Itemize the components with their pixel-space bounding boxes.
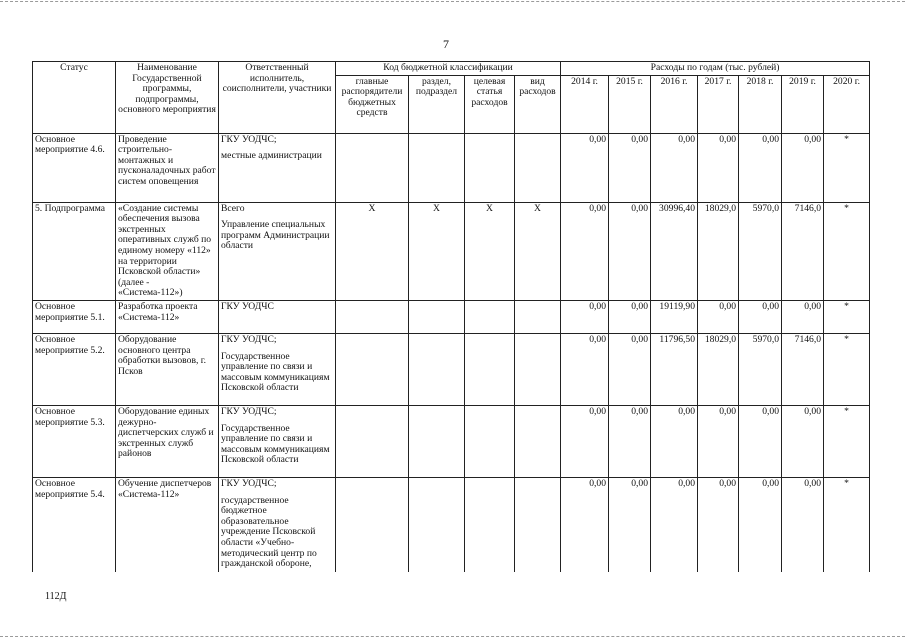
row-value-cell: 5970,0	[739, 202, 782, 300]
row-value-cell: *	[824, 477, 870, 572]
header-code-type: вид расходов	[515, 75, 561, 133]
row-value-cell: 18029,0	[698, 202, 739, 300]
row-code-cell	[465, 405, 515, 477]
row-value-cell: 0,00	[739, 477, 782, 572]
executor-line: ГКУ УОДЧС;	[221, 333, 277, 345]
row-name: Проведение строительно-монтажных и пусконаладочных работ систем оповещения	[116, 133, 219, 202]
table-row	[33, 133, 870, 202]
row-code-cell	[515, 133, 561, 202]
row-code-cell	[515, 477, 561, 572]
header-year-2016: 2016 г.	[651, 75, 698, 133]
row-executor	[219, 300, 336, 333]
header-year-2018: 2018 г.	[739, 75, 782, 133]
table-row	[33, 300, 870, 333]
row-value-cell: 18029,0	[698, 333, 739, 405]
header-executor: Ответственный исполнитель, соисполнители, участники	[219, 62, 336, 134]
table-row	[33, 477, 870, 572]
table-row	[33, 405, 870, 477]
row-value-cell: *	[824, 333, 870, 405]
executor-line: государственное бюджетное образовательное учреждение Псковской области «Учебно-методический центр по гражданской обороне,	[221, 494, 317, 570]
row-value-cell: 0,00	[782, 133, 824, 202]
row-name: «Создание системы обеспечения вызова экстренных оперативных служб по единому номеру «112» на территории Псковской области» (далее - «Система-112»)	[116, 202, 219, 300]
executor-line: Государственное управление по связи и массовым коммуникациям Псковской области	[221, 350, 330, 394]
row-executor	[219, 405, 336, 477]
header-year-2015: 2015 г.	[609, 75, 651, 133]
header-code-section: раздел, подраздел	[409, 75, 465, 133]
row-code-cell	[409, 477, 465, 572]
row-status: Основное мероприятие 5.4.	[33, 477, 116, 572]
row-value-cell: 0,00	[739, 300, 782, 333]
row-code-cell: X	[409, 202, 465, 300]
row-value-cell: 0,00	[739, 405, 782, 477]
row-code-cell	[409, 300, 465, 333]
row-value-cell: 0,00	[698, 133, 739, 202]
row-code-cell	[465, 133, 515, 202]
row-code-cell	[465, 477, 515, 572]
header-year-2019: 2019 г.	[782, 75, 824, 133]
row-value-cell: 11796,50	[651, 333, 698, 405]
executor-line: Управление специальных программ Администрации области	[221, 219, 330, 252]
row-executor	[219, 202, 336, 300]
header-row-1	[33, 62, 870, 76]
row-value-cell: 0,00	[609, 133, 651, 202]
row-value-cell: *	[824, 405, 870, 477]
row-value-cell: 0,00	[609, 333, 651, 405]
row-value-cell: 0,00	[698, 405, 739, 477]
row-value-cell: 0,00	[609, 300, 651, 333]
footer-code: 112Д	[45, 591, 67, 602]
header-code-article: целевая статья расходов	[465, 75, 515, 133]
executor-line: ГКУ УОДЧС;	[221, 405, 277, 417]
row-code-cell	[465, 333, 515, 405]
header-status: Статус	[33, 62, 116, 134]
row-status: Основное мероприятие 4.6.	[33, 133, 116, 202]
row-value-cell: 0,00	[782, 405, 824, 477]
row-value-cell: 0,00	[609, 477, 651, 572]
row-code-cell: X	[515, 202, 561, 300]
budget-table	[32, 61, 870, 572]
row-code-cell	[515, 405, 561, 477]
row-value-cell: *	[824, 300, 870, 333]
row-code-cell	[336, 477, 409, 572]
row-executor	[219, 477, 336, 572]
header-code-managers: главные распорядители бюджетных средств	[336, 75, 409, 133]
executor-line: местные администрации	[221, 150, 322, 162]
header-year-2017: 2017 г.	[698, 75, 739, 133]
row-value-cell: 0,00	[561, 405, 609, 477]
row-code-cell	[465, 300, 515, 333]
table-row	[33, 333, 870, 405]
row-code-cell	[515, 333, 561, 405]
row-value-cell: 0,00	[609, 202, 651, 300]
row-value-cell: 0,00	[698, 477, 739, 572]
row-name: Оборудование единых дежурно-диспетчерских служб и экстренных служб районов	[116, 405, 219, 477]
row-value-cell: 5970,0	[739, 333, 782, 405]
header-expenses: Расходы по годам (тыс. рублей)	[561, 62, 870, 76]
header-year-2020: 2020 г.	[824, 75, 870, 133]
page-number: 7	[443, 37, 449, 51]
executor-line: ГКУ УОДЧС;	[221, 133, 277, 145]
row-executor	[219, 333, 336, 405]
row-name: Обучение диспетчеров «Система-112»	[116, 477, 219, 572]
row-value-cell: *	[824, 202, 870, 300]
executor-line: ГКУ УОДЧС	[221, 300, 274, 312]
row-value-cell: 0,00	[609, 405, 651, 477]
row-value-cell: 0,00	[561, 202, 609, 300]
row-code-cell	[336, 333, 409, 405]
header-year-2014: 2014 г.	[561, 75, 609, 133]
row-value-cell: 0,00	[561, 477, 609, 572]
row-code-cell	[336, 405, 409, 477]
row-code-cell	[515, 300, 561, 333]
row-name: Разработка проекта «Система-112»	[116, 300, 219, 333]
header-budget-code: Код бюджетной классификации	[336, 62, 561, 76]
row-value-cell: 0,00	[698, 300, 739, 333]
row-code-cell: X	[465, 202, 515, 300]
row-status: Основное мероприятие 5.3.	[33, 405, 116, 477]
row-code-cell	[409, 333, 465, 405]
executor-line: ГКУ УОДЧС;	[221, 477, 277, 489]
row-value-cell: 0,00	[561, 300, 609, 333]
header-name: Наименование Государственной программы, подпрограммы, основного мероприятия	[116, 62, 219, 134]
row-value-cell: *	[824, 133, 870, 202]
row-value-cell: 0,00	[651, 133, 698, 202]
row-status: 5. Подпрограмма	[33, 202, 116, 300]
row-name: Оборудование основного центра обработки вызовов, г. Псков	[116, 333, 219, 405]
row-value-cell: 0,00	[782, 477, 824, 572]
row-value-cell: 0,00	[561, 133, 609, 202]
row-code-cell	[336, 133, 409, 202]
row-value-cell: 0,00	[651, 405, 698, 477]
row-code-cell	[409, 405, 465, 477]
row-value-cell: 7146,0	[782, 333, 824, 405]
row-value-cell: 0,00	[651, 477, 698, 572]
row-code-cell	[336, 300, 409, 333]
table-row	[33, 202, 870, 300]
row-status: Основное мероприятие 5.1.	[33, 300, 116, 333]
row-value-cell: 7146,0	[782, 202, 824, 300]
row-code-cell	[409, 133, 465, 202]
row-value-cell: 19119,90	[651, 300, 698, 333]
row-code-cell: X	[336, 202, 409, 300]
scan-edge-top	[0, 1, 905, 2]
executor-line: Всего	[221, 202, 245, 214]
row-status: Основное мероприятие 5.2.	[33, 333, 116, 405]
row-value-cell: 0,00	[782, 300, 824, 333]
executor-line: Государственное управление по связи и массовым коммуникациям Псковской области	[221, 422, 330, 466]
row-value-cell: 0,00	[739, 133, 782, 202]
row-executor	[219, 133, 336, 202]
scan-edge-bottom	[0, 636, 905, 637]
row-value-cell: 30996,40	[651, 202, 698, 300]
row-value-cell: 0,00	[561, 333, 609, 405]
